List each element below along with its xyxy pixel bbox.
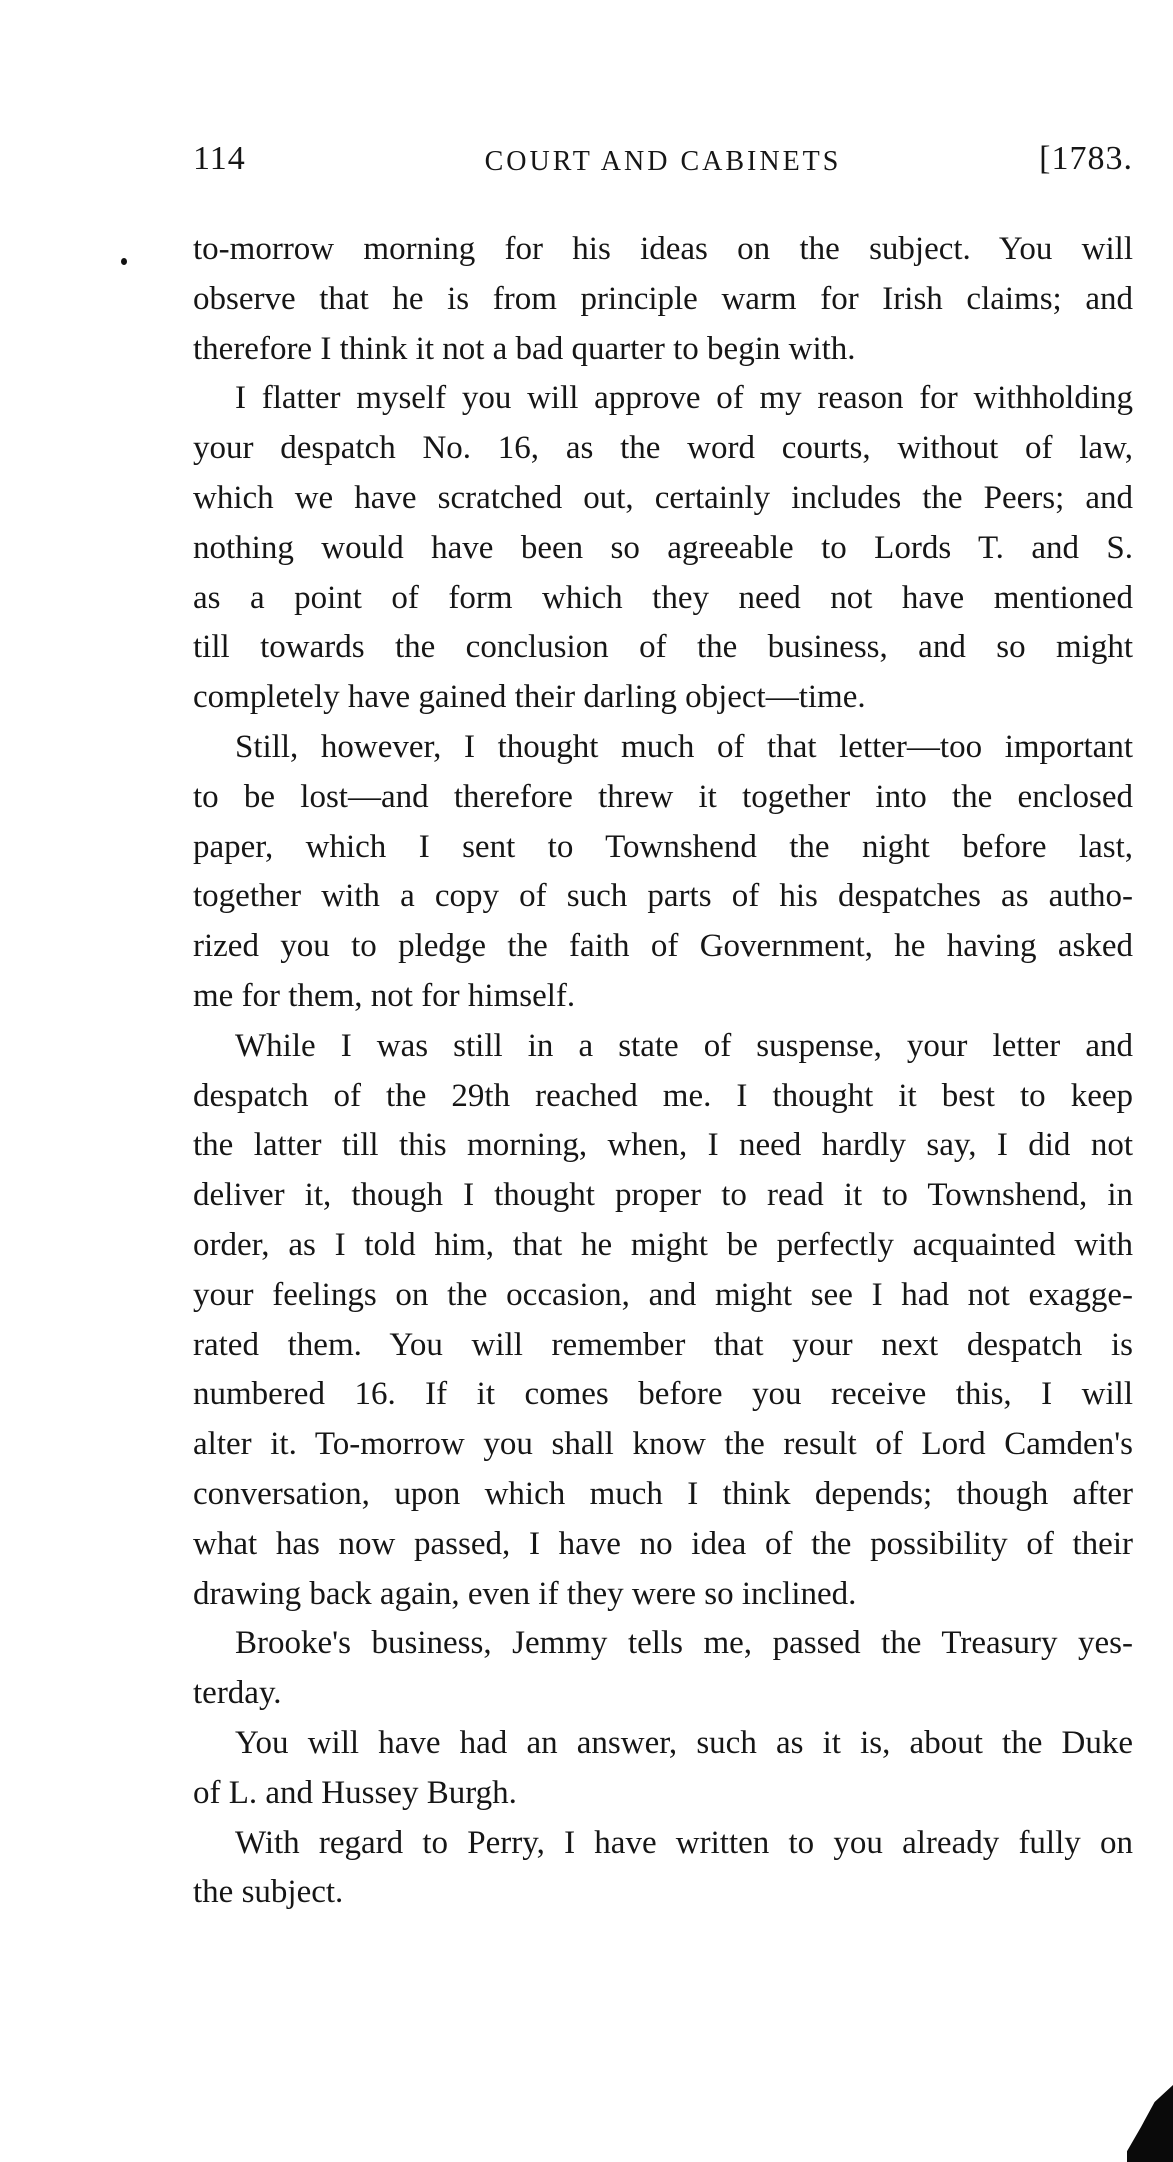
text-line: the latter till this morning, when, I need hardly say, I did not bbox=[193, 1127, 1133, 1164]
text-line: to be lost—and therefore threw it together into the enclosed bbox=[193, 778, 1133, 815]
text-line: terday. bbox=[193, 1675, 282, 1712]
text-line: together with a copy of such parts of his despatches as autho- bbox=[193, 878, 1133, 915]
text-line: what has now passed, I have no idea of the possibility of their bbox=[193, 1525, 1133, 1562]
text-line: rized you to pledge the faith of Government, he having asked bbox=[193, 928, 1133, 965]
text-line: me for them, not for himself. bbox=[193, 977, 576, 1014]
text-line: completely have gained their darling object—time. bbox=[193, 679, 866, 716]
running-title: COURT AND CABINETS bbox=[484, 146, 842, 177]
text-line: the subject. bbox=[193, 1874, 344, 1911]
text-line: While I was still in a state of suspense, your letter and bbox=[235, 1027, 1133, 1064]
running-head bbox=[193, 140, 1133, 190]
text-line: deliver it, though I thought proper to read it to Townshend, in bbox=[193, 1177, 1133, 1214]
text-line: drawing back again, even if they were so inclined. bbox=[193, 1575, 857, 1612]
paragraph-5 bbox=[193, 1619, 1133, 1719]
text-line: to-morrow morning for his ideas on the subject. You will bbox=[193, 231, 1133, 267]
text-line: Brooke's business, Jemmy tells me, passed the Treasury yes- bbox=[235, 1625, 1133, 1662]
paragraph-7 bbox=[193, 1819, 1133, 1919]
paragraph-3 bbox=[193, 723, 1133, 1022]
text-line: Still, however, I thought much of that letter—too important bbox=[235, 728, 1133, 765]
text-line: paper, which I sent to Townshend the night before last, bbox=[193, 828, 1133, 865]
ink-speck bbox=[121, 258, 127, 265]
text-line: rated them. You will remember that your next despatch is bbox=[193, 1326, 1133, 1363]
paragraph-4 bbox=[193, 1022, 1133, 1620]
text-line: of L. and Hussey Burgh. bbox=[193, 1774, 517, 1811]
text-line: therefore I think it not a bad quarter to begin with. bbox=[193, 330, 856, 367]
text-line: I flatter myself you will approve of my reason for withholding bbox=[235, 380, 1133, 417]
text-line: nothing would have been so agreeable to Lords T. and S. bbox=[193, 529, 1133, 566]
text-line: despatch of the 29th reached me. I thought it best to keep bbox=[193, 1077, 1133, 1114]
text-line: your feelings on the occasion, and might see I had not exagge- bbox=[193, 1276, 1133, 1313]
body-text bbox=[193, 225, 1133, 1918]
running-year: [1783. bbox=[1039, 140, 1133, 177]
text-line: observe that he is from principle warm for Irish claims; and bbox=[193, 280, 1133, 317]
text-line: With regard to Perry, I have written to you already fully on bbox=[235, 1824, 1133, 1861]
text-line: as a point of form which they need not have mentioned bbox=[193, 579, 1133, 616]
text-line: conversation, upon which much I think depends; though after bbox=[193, 1475, 1133, 1512]
paragraph-1 bbox=[193, 225, 1133, 374]
page-corner-shadow bbox=[1127, 2085, 1173, 2162]
text-line: till towards the conclusion of the business, and so might bbox=[193, 629, 1133, 666]
text-line: your despatch No. 16, as the word courts, without of law, bbox=[193, 430, 1133, 467]
text-line: alter it. To-morrow you shall know the result of Lord Camden's bbox=[193, 1426, 1133, 1463]
text-line: numbered 16. If it comes before you receive this, I will bbox=[193, 1376, 1133, 1413]
text-line: You will have had an answer, such as it is, about the Duke bbox=[235, 1724, 1133, 1761]
paragraph-2 bbox=[193, 374, 1133, 723]
text-line: order, as I told him, that he might be perfectly acquainted with bbox=[193, 1226, 1133, 1263]
text-line: which we have scratched out, certainly includes the Peers; and bbox=[193, 479, 1133, 516]
page-number: 114 bbox=[193, 140, 246, 177]
paragraph-6 bbox=[193, 1719, 1133, 1819]
